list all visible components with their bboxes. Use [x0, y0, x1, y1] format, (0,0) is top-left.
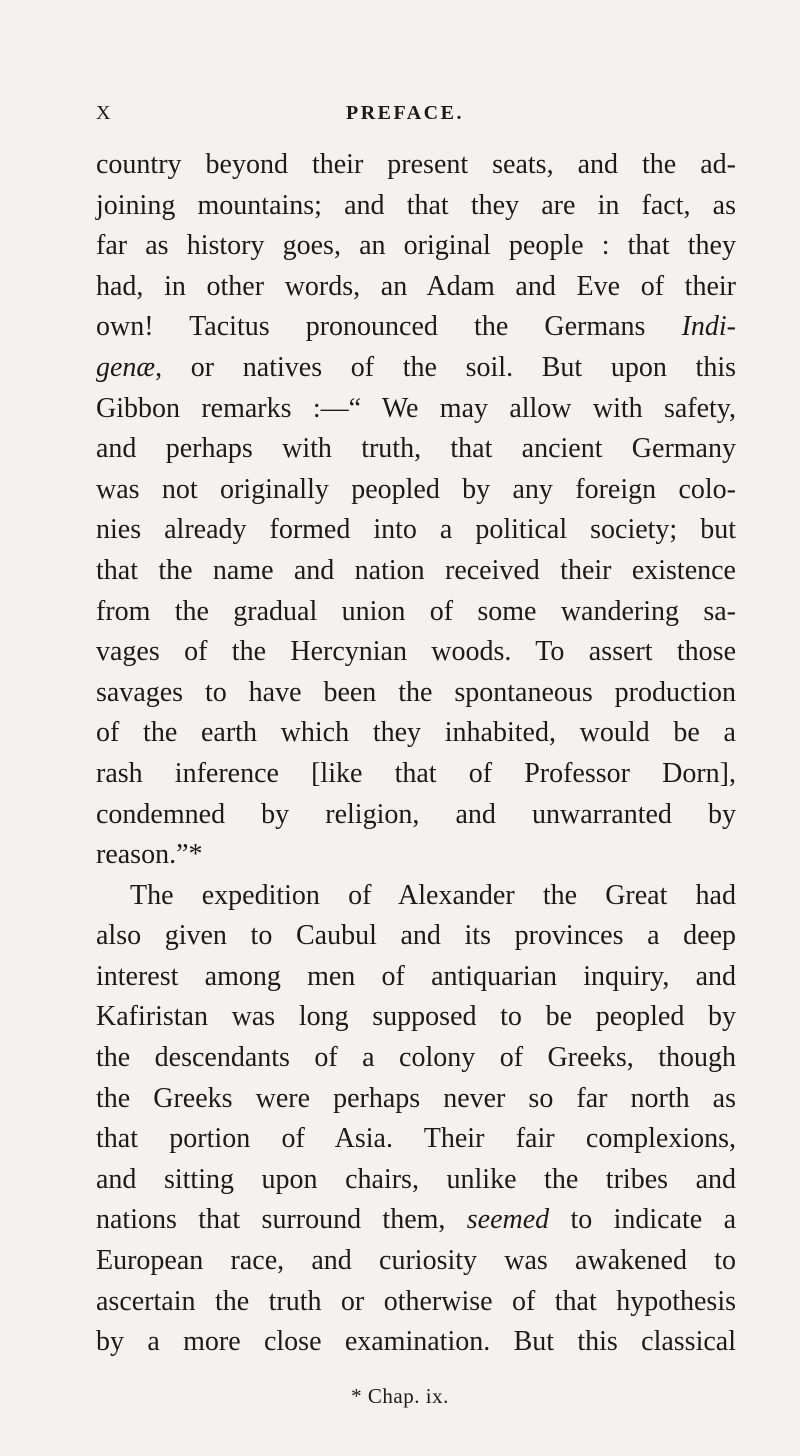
text-line: The expedition of Alexander the Great had — [130, 879, 736, 911]
running-head — [96, 102, 736, 132]
text-line: reason.”* — [96, 839, 203, 871]
text-line: nies already formed into a political society; but — [96, 514, 736, 546]
text-line: also given to Caubul and its provinces a deep — [96, 920, 736, 952]
text-line: Kafiristan was long supposed to be peopled by — [96, 1001, 736, 1033]
text-line: condemned by religion, and unwarranted by — [96, 798, 736, 830]
text-line: from the gradual union of some wandering sa- — [96, 595, 736, 627]
text-line: nations that surround them, seemed to indicate a — [96, 1204, 736, 1236]
text-line: the descendants of a colony of Greeks, though — [96, 1042, 736, 1074]
text-line: of the earth which they inhabited, would be a — [96, 717, 736, 749]
text-line: far as history goes, an original people : that they — [96, 230, 736, 262]
text-line: by a more close examination. But this classical — [96, 1326, 736, 1358]
text-line: savages to have been the spontaneous production — [96, 676, 736, 708]
text-line: and perhaps with truth, that ancient Germany — [96, 433, 736, 465]
text-line: joining mountains; and that they are in fact, as — [96, 189, 736, 221]
text-line: that the name and nation received their existence — [96, 554, 736, 586]
text-line: the Greeks were perhaps never so far north as — [96, 1082, 736, 1114]
text-line: that portion of Asia. Their fair complexions, — [96, 1123, 736, 1155]
page-number: X — [96, 102, 113, 124]
text-line: European race, and curiosity was awakened to — [96, 1245, 736, 1277]
text-line: ascertain the truth or otherwise of that hypothesis — [96, 1285, 736, 1317]
text-line: country beyond their present seats, and the ad- — [96, 149, 736, 180]
text-line: rash inference [like that of Professor Dorn], — [96, 757, 736, 789]
text-line: had, in other words, an Adam and Eve of their — [96, 270, 736, 302]
text-line: interest among men of antiquarian inquiry, and — [96, 960, 736, 992]
text-line: genæ, or natives of the soil. But upon this — [96, 351, 736, 383]
text-line: own! Tacitus pronounced the Germans Indi- — [96, 311, 736, 343]
text-line: vages of the Hercynian woods. To assert those — [96, 636, 736, 668]
text-line: was not originally peopled by any foreign colo- — [96, 473, 736, 505]
running-title: PREFACE. — [346, 102, 464, 124]
body-text — [96, 145, 736, 1363]
text-line: and sitting upon chairs, unlike the tribes and — [96, 1163, 736, 1195]
text-line: Gibbon remarks :—“ We may allow with safety, — [96, 392, 736, 424]
footnote: * Chap. ix. — [351, 1384, 449, 1408]
